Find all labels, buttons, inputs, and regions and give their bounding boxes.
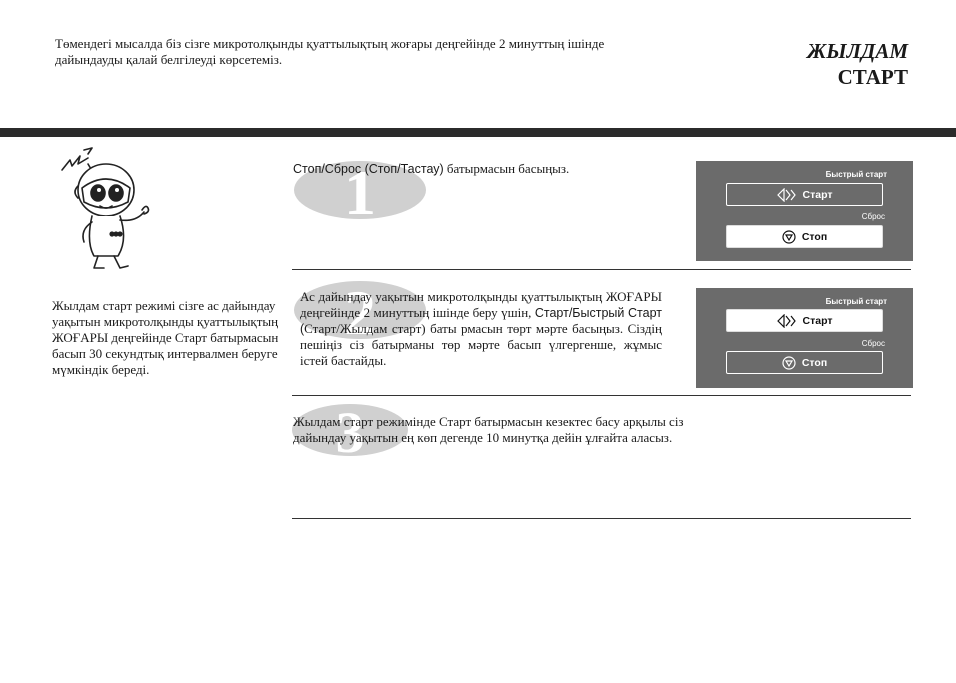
stop-icon [782, 356, 798, 370]
section-title-line1: ЖЫЛДАМ [806, 39, 908, 63]
quick-start-icon [777, 188, 799, 202]
step-1-text [293, 161, 683, 177]
step-number-2-label: 2 [344, 280, 376, 340]
control-panel-step1 [696, 161, 913, 261]
divider-2 [292, 395, 911, 396]
step-2-text-a: Ас дайындау уақытын микротолқынды қуаттылықтың ЖОҒАРЫ деңгейінде 2 минуттың ішінде беру үшін, [300, 289, 662, 320]
panel1-stop-label: Стоп [801, 230, 828, 243]
panel1-start-label: Старт [802, 188, 833, 201]
step-2-text [300, 289, 662, 369]
step-1-instruction: батырмасын басыңыз. [443, 161, 570, 176]
panel1-stop-button[interactable] [726, 225, 883, 248]
intro-text: Төмендегі мысалда біз сізге микротолқынды қуаттылықтың жоғары деңгейінде 2 минуттың ішінде дайындауды қалай белгілеуді көрсетеміз. [55, 36, 605, 67]
step-3-text: Жылдам старт режимінде Старт батырмасын кезектес басу арқылы сіз дайындау уақытын ең көп дегенде 10 минутқа дейін ұлғайта аласыз. [293, 414, 684, 445]
panel1-reset-caption: Сброс [861, 212, 885, 221]
quick-start-icon [777, 314, 799, 328]
panel2-start-button[interactable] [726, 309, 883, 332]
header-rule [0, 128, 956, 137]
panel2-stop-label: Стоп [801, 356, 828, 369]
step-2-button-name: Старт/Быстрый Старт ( [300, 306, 662, 336]
section-title [807, 38, 908, 90]
panel2-caption: Быстрый старт [825, 297, 887, 306]
panel2-start-label: Старт [802, 314, 833, 327]
step-2-text-b: Старт/Жылдам старт [304, 321, 422, 336]
control-panel-step2 [696, 288, 913, 388]
panel1-start-button[interactable] [726, 183, 883, 206]
side-note: Жылдам старт режимі сізге ас дайындау уақытын микротолқынды қуаттылықтың ЖОҒАРЫ деңгейінде Старт батырмасын басып 30 секундтық интервалмен беруге мүмкіндік береді. [52, 298, 279, 377]
step-1-button-name: Стоп/Сброс (Стоп/Тастау) [293, 162, 444, 176]
step-number-1-label: 1 [344, 160, 376, 220]
panel2-stop-button[interactable] [726, 351, 883, 374]
step-number-3-label: 3 [335, 402, 365, 458]
step-2-text-c: ) баты рмасын төрт мәрте басыңыз. Сіздің пешіңіз сіз батырманы төр мәрте басып үлгергенше, жұмыс істей бастайды. [300, 321, 663, 368]
divider-3 [292, 518, 911, 519]
mascot-illustration [48, 146, 158, 279]
panel2-reset-caption: Сброс [861, 339, 885, 348]
panel1-caption: Быстрый старт [825, 170, 887, 179]
divider-1 [292, 269, 911, 270]
section-title-line2: СТАРТ [837, 65, 908, 89]
stop-icon [782, 230, 798, 244]
